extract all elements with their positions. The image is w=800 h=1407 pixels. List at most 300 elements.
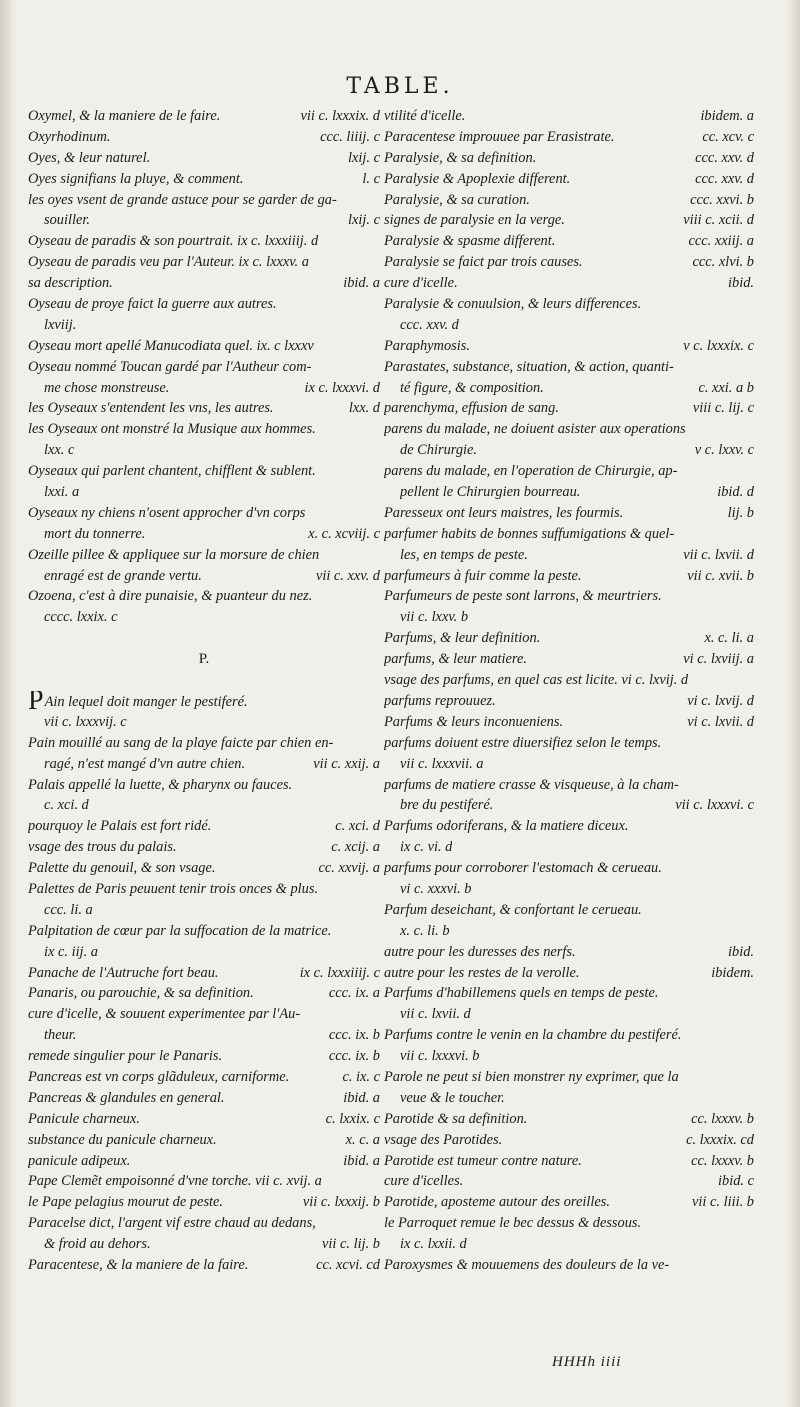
entry-text: me chose monstreuse.: [44, 379, 170, 396]
entry-reference: [374, 461, 380, 482]
entry-reference: ccc. xxvi. b: [690, 191, 754, 208]
index-entry: [384, 983, 754, 1004]
entry-reference: ccc. ix. b: [328, 1048, 380, 1065]
index-entry: [384, 942, 754, 963]
entry-text: signes de paralysie en la verge.: [384, 212, 565, 229]
entry-text: Palais appellé la luette, & pharynx ou fauces.: [28, 776, 293, 793]
entry-text: Parfums d'habillemens quels en temps de peste.: [384, 985, 659, 1002]
index-entry: [384, 169, 754, 190]
index-entry: [384, 628, 754, 649]
entry-reference: c. lxxxix. cd: [686, 1131, 754, 1148]
entry-text: lxx. c: [44, 442, 75, 459]
entry-text: Oyes, & leur naturel.: [28, 149, 151, 166]
index-entry: [28, 775, 380, 796]
entry-reference: c. xxi. a b: [698, 379, 754, 396]
entry-text: vii c. lxxxvii. a: [400, 755, 484, 772]
entry-text: & froid au dehors.: [44, 1236, 151, 1253]
index-entry: [28, 419, 380, 440]
entry-text: lxviij.: [44, 316, 77, 333]
entry-reference: [748, 1088, 754, 1109]
index-entry: [384, 649, 754, 670]
index-entry: [28, 900, 380, 921]
entry-text: Oyseau nommé Toucan gardé par l'Autheur com-: [28, 358, 312, 375]
index-entry: [384, 879, 754, 900]
entry-reference: [748, 315, 754, 336]
entry-reference: [374, 545, 380, 566]
index-entry: [384, 1025, 754, 1046]
index-entry: [384, 607, 754, 628]
entry-reference: v c. lxxv. c: [694, 442, 754, 459]
entry-text: les Oyseaux s'entendent les vns, les autres.: [28, 400, 274, 417]
index-entry: [28, 837, 380, 858]
entry-text: Ozeille pillee & appliquee sur la morsure de chien: [28, 546, 320, 563]
entry-text: ragé, n'est mangé d'vn autre chien.: [44, 755, 246, 772]
entry-text: souiller.: [44, 212, 90, 229]
index-entry: [384, 336, 754, 357]
entry-text: parfums, & leur matiere.: [384, 651, 527, 668]
index-entry: [384, 231, 754, 252]
entry-reference: ix c. lxxxiiij. c: [299, 964, 380, 981]
index-entry: [28, 754, 380, 775]
index-entry: [384, 252, 754, 273]
index-entry: [384, 712, 754, 733]
entry-text: Paroxysmes & mouuemens des douleurs de la ve-: [384, 1256, 670, 1273]
entry-reference: [748, 1025, 754, 1046]
entry-reference: ccc. xxiij. a: [688, 233, 754, 250]
entry-text: parfums pour corroborer l'estomach & cerueau.: [384, 860, 662, 877]
entry-text: Parfumeurs de peste sont larrons, & meurtriers.: [384, 588, 662, 605]
entry-reference: vii c. xxij. a: [313, 755, 380, 772]
entry-text: parfums reprouuez.: [384, 692, 496, 709]
entry-reference: [374, 775, 380, 796]
entry-text: vsage des Parotides.: [384, 1131, 503, 1148]
entry-text: Paralysie & Apoplexie different.: [384, 170, 571, 187]
index-entry: [384, 1046, 754, 1067]
entry-reference: x. c. li. a: [704, 630, 754, 647]
entry-reference: [748, 837, 754, 858]
entry-reference: vii c. lxxxvi. c: [675, 797, 754, 814]
entry-text: vii c. lxxxvi. b: [400, 1048, 480, 1065]
index-entry: [384, 503, 754, 524]
index-entry: [28, 357, 380, 378]
index-entry: [28, 942, 380, 963]
index-entry: [28, 1234, 380, 1255]
index-entry: [28, 378, 380, 399]
entry-reference: [374, 503, 380, 524]
entry-reference: ibid. a: [343, 1152, 380, 1169]
entry-reference: [374, 336, 380, 357]
index-entry: [28, 858, 380, 879]
index-entry: [384, 378, 754, 399]
index-entry: [384, 1130, 754, 1151]
entry-text: Parfums odoriferans, & la matiere diceux.: [384, 818, 629, 835]
index-entry: [28, 461, 380, 482]
index-entry: [384, 586, 754, 607]
index-entry: [28, 1192, 380, 1213]
entry-reference: [374, 879, 380, 900]
entry-reference: cc. lxxxv. b: [691, 1152, 754, 1169]
entry-text: Oyseaux qui parlent chantent, chifflent & sublent.: [28, 463, 316, 480]
entry-text: Panicule charneux.: [28, 1110, 140, 1127]
entry-text: substance du panicule charneux.: [28, 1131, 217, 1148]
entry-text: Oxymel, & la maniere de le faire.: [28, 108, 221, 124]
entry-reference: vi c. lxvij. d: [687, 692, 754, 709]
entry-reference: [748, 775, 754, 796]
entry-text: parfums doiuent estre diuersifiez selon le temps.: [384, 734, 662, 751]
entry-reference: [374, 691, 380, 712]
index-entry: [28, 482, 380, 503]
index-entry: [384, 294, 754, 315]
entry-reference: c. ix. c: [342, 1068, 380, 1085]
entry-text: pellent le Chirurgien bourreau.: [400, 484, 581, 501]
entry-reference: ccc. xxv. d: [695, 149, 754, 166]
entry-reference: [748, 1255, 754, 1276]
entry-reference: [374, 231, 380, 252]
entry-reference: [374, 942, 380, 963]
entry-reference: [374, 482, 380, 503]
index-entry: [28, 733, 380, 754]
entry-reference: [748, 879, 754, 900]
index-entry: [384, 566, 754, 587]
entry-text: les Oyseaux ont monstré la Musique aux hommes.: [28, 421, 316, 438]
index-entry: [384, 1151, 754, 1172]
entry-text: ccc. li. a: [44, 901, 93, 918]
entry-reference: [748, 1004, 754, 1025]
entry-reference: vii c. lxxxij. b: [302, 1194, 380, 1211]
entry-reference: [748, 754, 754, 775]
index-entry: [28, 127, 380, 148]
entry-text: vii c. lxxxvij. c: [44, 713, 127, 730]
index-entry: [28, 169, 380, 190]
index-entry: [28, 586, 380, 607]
index-entry: [28, 315, 380, 336]
entry-reference: lxx. d: [348, 400, 380, 417]
entry-reference: ix c. lxxxvi. d: [304, 379, 380, 396]
index-entry: [384, 357, 754, 378]
entry-reference: [748, 419, 754, 440]
entry-reference: ibid. c: [718, 1173, 754, 1190]
index-entry: [28, 879, 380, 900]
signature-mark: HHHh iiii: [552, 1354, 622, 1370]
entry-reference: [374, 712, 380, 733]
index-entry: [384, 921, 754, 942]
index-entry: [384, 398, 754, 419]
entry-text: vsage des parfums, en quel cas est licite. vi c. lxvij. d: [384, 672, 689, 689]
entry-reference: vi c. lxvii. d: [687, 713, 754, 730]
index-entry: [28, 210, 380, 231]
index-entry: [384, 524, 754, 545]
entry-reference: [748, 357, 754, 378]
entry-text: bre du pestiferé.: [400, 797, 494, 814]
entry-reference: vii c. lxvii. d: [683, 546, 754, 563]
entry-reference: ibid. a: [343, 1089, 380, 1106]
entry-reference: [374, 733, 380, 754]
entry-text: veue & le toucher.: [400, 1089, 505, 1106]
index-entry: [28, 566, 380, 587]
index-entry: [384, 858, 754, 879]
entry-text: panicule adipeux.: [28, 1152, 131, 1169]
index-entry: [384, 419, 754, 440]
index-entry: [384, 1088, 754, 1109]
entry-text: Paralysie & conuulsion, & leurs differences.: [384, 296, 642, 313]
index-entry: [384, 1067, 754, 1088]
index-column-left: [28, 106, 380, 1276]
entry-reference: ibidem.: [711, 964, 754, 981]
entry-text: Parole ne peut si bien monstrer ny exprimer, que la: [384, 1068, 679, 1085]
entry-reference: c. xci. d: [335, 818, 380, 835]
entry-text: de Chirurgie.: [400, 442, 478, 459]
entry-reference: ccc. xxv. d: [695, 170, 754, 187]
entry-text: lxxi. a: [44, 484, 80, 501]
index-entry: [28, 336, 380, 357]
entry-text: Pain mouillé au sang de la playe faicte par chien en-: [28, 734, 334, 751]
entry-reference: ibid.: [728, 943, 754, 960]
entry-reference: [748, 1234, 754, 1255]
entry-text: vtilité d'icelle.: [384, 108, 466, 124]
entry-reference: [748, 461, 754, 482]
index-entry: [28, 440, 380, 461]
entry-reference: [748, 607, 754, 628]
entry-reference: ibidem. a: [700, 108, 754, 124]
entry-text: Paraphymosis.: [384, 337, 470, 354]
index-entry: [384, 963, 754, 984]
index-entry: [384, 148, 754, 169]
entry-reference: [748, 983, 754, 1004]
page-edge-left: [0, 0, 18, 1407]
index-entry: [28, 712, 380, 733]
entry-reference: vi c. lxviij. a: [683, 651, 754, 668]
entry-text: c. xci. d: [44, 797, 89, 814]
index-entry: [28, 1151, 380, 1172]
entry-reference: vii c. xvii. b: [687, 567, 754, 584]
entry-text: [28, 691, 248, 712]
entry-text: parens du malade, en l'operation de Chirurgie, ap-: [384, 463, 678, 480]
entry-text: Oyseau de paradis & son pourtrait. ix c. lxxxiiij. d: [28, 233, 319, 250]
entry-text: Parfums, & leur definition.: [384, 630, 541, 647]
entry-reference: vii c. lxxxix. d: [300, 108, 380, 124]
entry-reference: lxij. c: [348, 149, 380, 166]
index-entry: [28, 1255, 380, 1276]
drop-cap: P: [28, 690, 44, 712]
index-entry: [28, 252, 380, 273]
entry-text: parfums de matiere crasse & visqueuse, à la cham-: [384, 776, 679, 793]
entry-reference: vii c. lij. b: [322, 1236, 380, 1253]
entry-text: parfumeurs à fuir comme la peste.: [384, 567, 582, 584]
entry-text: vi c. xxxvi. b: [400, 880, 472, 897]
entry-reference: [374, 1004, 380, 1025]
entry-text: enragé est de grande vertu.: [44, 567, 202, 584]
entry-text: les oyes vsent de grande astuce pour se garder de ga-: [28, 191, 337, 208]
entry-text: Pancreas est vn corps glãduleux, carniforme.: [28, 1068, 290, 1085]
entry-text: vii c. lxvii. d: [400, 1006, 471, 1023]
entry-text: Parfum deseichant, & confortant le cerueau.: [384, 901, 642, 918]
entry-text: Panache de l'Autruche fort beau.: [28, 964, 219, 981]
index-entry: [384, 1234, 754, 1255]
index-entry: [28, 190, 380, 211]
index-entry: [28, 691, 380, 712]
entry-reference: [374, 607, 380, 628]
entry-text: parenchyma, effusion de sang.: [384, 400, 559, 417]
page-edge-right: [786, 0, 800, 1407]
entry-reference: [748, 858, 754, 879]
entry-text: parens du malade, ne doiuent asister aux operations: [384, 421, 686, 438]
entry-text: Paralysie se faict par trois causes.: [384, 254, 583, 271]
entry-text: Palette du genouil, & son vsage.: [28, 860, 216, 877]
index-entry: [384, 315, 754, 336]
entry-text: Parotide est tumeur contre nature.: [384, 1152, 582, 1169]
entry-reference: lxij. c: [348, 212, 380, 229]
index-entry: [28, 148, 380, 169]
entry-reference: [748, 586, 754, 607]
index-entry: [384, 754, 754, 775]
index-entry: [384, 1171, 754, 1192]
entry-text: Oyseau mort apellé Manucodiata quel. ix. c lxxxv: [28, 337, 314, 354]
entry-reference: ccc. ix. b: [328, 1027, 380, 1044]
entry-text: cure d'icelle, & souuent experimentee par l'Au-: [28, 1006, 301, 1023]
entry-reference: [374, 440, 380, 461]
entry-reference: [374, 795, 380, 816]
index-entry: [384, 210, 754, 231]
entry-text: autre pour les restes de la verolle.: [384, 964, 580, 981]
entry-reference: x. c. xcviij. c: [308, 525, 380, 542]
entry-reference: [374, 1213, 380, 1234]
index-entry: [28, 106, 380, 127]
index-entry: [28, 1067, 380, 1088]
entry-reference: c. xcij. a: [331, 839, 380, 856]
entry-text: Palpitation de cœur par la suffocation de la matrice.: [28, 922, 332, 939]
entry-text: theur.: [44, 1027, 77, 1044]
index-entry: [384, 691, 754, 712]
entry-text: Oyes signifians la pluye, & comment.: [28, 170, 244, 187]
entry-reference: cc. xxvij. a: [318, 860, 380, 877]
entry-text: mort du tonnerre.: [44, 525, 146, 542]
entry-reference: [374, 419, 380, 440]
index-entry: [28, 1213, 380, 1234]
index-entry: [384, 1004, 754, 1025]
entry-text: pourquoy le Palais est fort ridé.: [28, 818, 212, 835]
index-entry: [28, 1025, 380, 1046]
index-entry: [384, 1192, 754, 1213]
entry-text: té figure, & composition.: [400, 379, 544, 396]
index-entry: [384, 1213, 754, 1234]
entry-reference: [748, 670, 754, 691]
entry-text: ix c. lxxii. d: [400, 1236, 467, 1253]
entry-reference: cc. lxxxv. b: [691, 1110, 754, 1127]
index-entry: [28, 503, 380, 524]
entry-reference: [748, 733, 754, 754]
entry-text: Parfums contre le venin en la chambre du pestiferé.: [384, 1027, 682, 1044]
entry-reference: x. c. a: [345, 1131, 380, 1148]
index-entry: [28, 1004, 380, 1025]
entry-text: ix c. vi. d: [400, 839, 453, 856]
entry-text: cccc. lxxix. c: [44, 609, 118, 626]
entry-reference: [374, 900, 380, 921]
spacer: [28, 628, 380, 649]
entry-text: ix c. iij. a: [44, 943, 98, 960]
entry-reference: [374, 357, 380, 378]
index-entry: [384, 190, 754, 211]
entry-reference: ibid. d: [717, 484, 754, 501]
index-entry: [28, 545, 380, 566]
index-entry: [384, 816, 754, 837]
entry-text: Paralysie, & sa curation.: [384, 191, 530, 208]
index-entry: [384, 775, 754, 796]
entry-text: Parotide & sa definition.: [384, 1110, 528, 1127]
index-entry: [384, 440, 754, 461]
entry-reference: c. lxxix. c: [325, 1110, 380, 1127]
entry-text: Oyseau de paradis veu par l'Auteur. ix c. lxxxv. a: [28, 254, 309, 271]
index-entry: [28, 273, 380, 294]
entry-reference: cc. xcvi. cd: [316, 1256, 380, 1273]
entry-text: vsage des trous du palais.: [28, 839, 177, 856]
index-entry: [384, 106, 754, 127]
index-entry: [28, 398, 380, 419]
entry-text: Pape Clemẽt empoisonné d'vne torche. vii c. xvij. a: [28, 1173, 322, 1190]
entry-reference: ccc. liiij. c: [320, 128, 380, 145]
entry-text: Ozoena, c'est à dire punaisie, & puanteur du nez.: [28, 588, 313, 605]
index-entry: [384, 1109, 754, 1130]
index-entry: [384, 545, 754, 566]
entry-text: sa description.: [28, 275, 113, 292]
entry-text: les, en temps de peste.: [400, 546, 528, 563]
entry-text: Parfums & leurs inconueniens.: [384, 713, 564, 730]
entry-reference: viii c. lij. c: [692, 400, 754, 417]
entry-text: Paralysie & spasme different.: [384, 233, 556, 250]
entry-text: Paracentese improuuee par Erasistrate.: [384, 128, 615, 145]
index-entry: [384, 795, 754, 816]
entry-text: Oyseau de proye faict la guerre aux autres.: [28, 296, 277, 313]
index-entry: [28, 1046, 380, 1067]
entry-reference: ibid. a: [343, 275, 380, 292]
index-entry: [384, 837, 754, 858]
entry-text: Oxyrhodinum.: [28, 128, 111, 145]
entry-text: autre pour les duresses des nerfs.: [384, 943, 576, 960]
entry-text: le Parroquet remue le bec dessus & dessous.: [384, 1215, 642, 1232]
entry-text: Oyseaux ny chiens n'osent approcher d'vn corps: [28, 504, 306, 521]
entry-text: x. c. li. b: [400, 922, 450, 939]
entry-reference: [748, 294, 754, 315]
entry-reference: [748, 524, 754, 545]
entry-reference: l. c: [362, 170, 380, 187]
entry-text: Palettes de Paris peuuent tenir trois onces & plus.: [28, 880, 319, 897]
entry-text: Paracelse dict, l'argent vif estre chaud au dedans,: [28, 1215, 316, 1232]
entry-text: Parotide, aposteme autour des oreilles.: [384, 1194, 610, 1211]
entry-reference: ccc. xlvi. b: [692, 254, 754, 271]
entry-reference: [374, 586, 380, 607]
index-entry: [384, 273, 754, 294]
entry-text-rest: Ain lequel doit manger le pestiferé.: [44, 693, 248, 710]
entry-text: parfumer habits de bonnes suffumigations & quel-: [384, 525, 675, 542]
entry-text: Paracentese, & la maniere de la faire.: [28, 1256, 249, 1273]
entry-reference: [748, 1046, 754, 1067]
entry-reference: [748, 816, 754, 837]
index-entry: [384, 127, 754, 148]
section-letter: P.: [198, 651, 210, 668]
entry-text: ccc. xxv. d: [400, 316, 459, 333]
entry-reference: [748, 900, 754, 921]
entry-reference: cc. xcv. c: [702, 128, 754, 145]
index-entry: [384, 900, 754, 921]
index-entry: [28, 231, 380, 252]
entry-reference: v c. lxxxix. c: [683, 337, 754, 354]
index-entry: [28, 921, 380, 942]
index-entry: [28, 607, 380, 628]
index-entry: [28, 294, 380, 315]
index-entry: [384, 670, 754, 691]
entry-reference: ibid.: [728, 275, 754, 292]
spacer: [28, 670, 380, 691]
entry-text: Panaris, ou parouchie, & sa definition.: [28, 985, 254, 1002]
